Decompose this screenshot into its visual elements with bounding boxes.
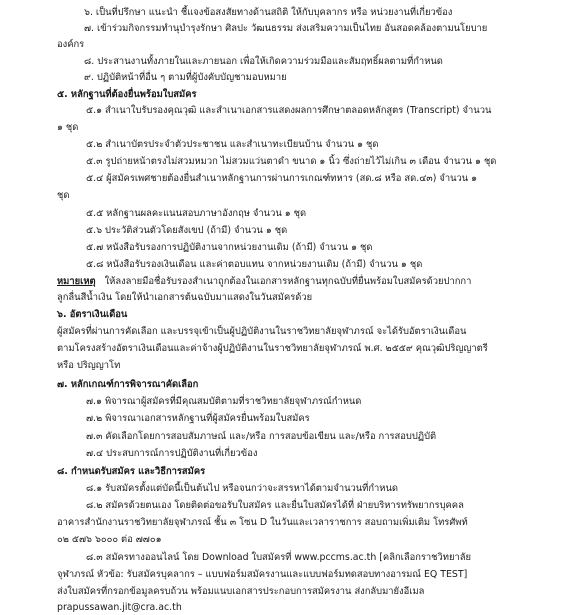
criteria-7-3: ๗.๓ คัดเลือกโดยการสอบสัมภาษณ์ และ/หรือ การสอบข้อเขียน และ/หรือ การสอบปฏิบัติ xyxy=(86,431,437,442)
criteria-7-2: ๗.๒ พิจารณาเอกสารหลักฐานที่ผู้สมัครยื่นพร้อมใบสมัคร xyxy=(86,413,310,424)
salary-text-1: ผู้สมัครที่ผ่านการคัดเลือก และบรรจุเข้าเป็นผู้ปฏิบัติงานในราชวิทยาลัยจุฬาภรณ์ จะได้รับอัตราเงินเดือน xyxy=(57,326,467,337)
apply-8-2-cont-1: อาคารสำนักงานราชวิทยาลัยจุฬาภรณ์ ชั้น ๓ โซน D ในวันและเวลาราชการ สอบถามเพิ่มเติม โทรศัพท์ xyxy=(57,517,468,528)
doc-item-5-6: ๕.๖ ประวัติส่วนตัวโดยสังเขป (ถ้ามี) จำนวน ๑ ชุด xyxy=(86,225,288,236)
note-text-cont: ลูกลื่นสีน้ำเงิน โดยให้นำเอกสารต้นฉบับมาแสดงในวันสมัครด้วย xyxy=(57,292,313,303)
section-5-heading: ๕. หลักฐานที่ต้องยื่นพร้อมใบสมัคร xyxy=(57,89,197,100)
doc-item-5-5: ๕.๕ หลักฐานผลคะแนนสอบภาษาอังกฤษ จำนวน ๑ ชุด xyxy=(86,208,307,219)
doc-item-5-1: ๕.๑ สำเนาใบรับรองคุณวุฒิ และสำเนาเอกสารแสดงผลการศึกษาตลอดหลักสูตร (Transcript) จำนวน xyxy=(86,105,492,116)
doc-item-5-8: ๕.๘ หนังสือรับรองเงินเดือน และค่าตอบแทน จากหน่วยงานเดิม (ถ้ามี) จำนวน ๑ ชุด xyxy=(86,259,423,270)
apply-8-3-cont-2: ส่งใบสมัครที่กรอกข้อมูลครบถ้วน พร้อมแนบเอกสารประกอบการสมัครงาน ส่งกลับมายังอีเมล xyxy=(57,586,425,597)
duty-item-9: ๙. ปฏิบัติหน้าที่อื่น ๆ ตามที่ผู้บังคับบัญชามอบหมาย xyxy=(84,72,287,83)
duty-item-6: ๖. เป็นที่ปรึกษา แนะนำ ชี้แจงข้อสงสัยทางด้านสถิติ ให้กับบุคลากร หรือ หน่วยงานที่เกี่ยวข้อง xyxy=(84,7,453,18)
doc-item-5-7: ๕.๗ หนังสือรับรองการปฏิบัติงานจากหน่วยงานเดิม (ถ้ามี) จำนวน ๑ ชุด xyxy=(86,242,373,253)
salary-text-3: หรือ ปริญญาโท xyxy=(57,360,121,371)
email-address: prapussawan.jit@cra.ac.th xyxy=(57,602,182,613)
criteria-7-4: ๗.๔ ประสบการณ์การปฏิบัติงานที่เกี่ยวข้อง xyxy=(86,448,258,459)
doc-item-5-4-cont: ชุด xyxy=(57,190,70,201)
doc-item-5-3: ๕.๓ รูปถ่ายหน้าตรงไม่สวมหมวก ไม่สวมแว่นตาดำ ขนาด ๑ นิ้ว ซึ่งถ่ายไว้ไม่เกิน ๓ เดือน จำนวน ๑ ชุด xyxy=(86,156,497,167)
duty-item-7: ๗. เข้าร่วมกิจกรรมทำนุบำรุงรักษา ศิลปะ วัฒนธรรม ส่งเสริมความเป็นไทย อันสอดคล้องตามนโยบาย xyxy=(84,23,488,34)
section-6-heading: ๖. อัตราเงินเดือน xyxy=(57,309,128,320)
apply-8-1: ๘.๑ รับสมัครตั้งแต่บัดนี้เป็นต้นไป หรือจนกว่าจะสรรหาได้ตามจำนวนที่กำหนด xyxy=(86,483,398,494)
doc-item-5-2: ๕.๒ สำเนาบัตรประจำตัวประชาชน และสำเนาทะเบียนบ้าน จำนวน ๑ ชุด xyxy=(86,139,379,150)
salary-text-2: ตามโครงสร้างอัตราเงินเดือนและค่าจ้างผู้ปฏิบัติงานในราชวิทยาลัยจุฬาภรณ์ พ.ศ. ๒๕๕๙ คุณวุฒิปริญญาตรี xyxy=(57,343,488,354)
duty-item-7-cont: องค์กร xyxy=(57,39,85,50)
apply-8-3: ๘.๓ สมัครทางออนไลน์ โดย Download ใบสมัครที่ www.pccms.ac.th [คลิกเลือกราชวิทยาลัย xyxy=(86,552,471,563)
duty-item-8: ๘. ประสานงานทั้งภายในและภายนอก เพื่อให้เกิดความร่วมมือและสัมฤทธิ์ผลตามที่กำหนด xyxy=(84,56,443,67)
section-7-heading: ๗. หลักเกณฑ์การพิจารณาคัดเลือก xyxy=(57,379,199,390)
apply-8-3-cont-1: จุฬาภรณ์ หัวข้อ: รับสมัครบุคลากร – แบบฟอร์มสมัครงานและแบบฟอร์มทดสอบทางอารมณ์ EQ TEST] xyxy=(57,569,468,580)
note-text: ให้ลงลายมือชื่อรับรองสำเนาถูกต้องในเอกสารหลักฐานทุกฉบับที่ยื่นพร้อมใบสมัครด้วยปากกา xyxy=(104,276,472,287)
note-line xyxy=(57,275,471,288)
section-8-heading: ๘. กำหนดรับสมัคร และวิธีการสมัคร xyxy=(57,466,206,477)
note-label: หมายเหตุ xyxy=(57,276,96,287)
doc-item-5-1-cont: ๑ ชุด xyxy=(57,122,79,133)
doc-item-5-4: ๕.๔ ผู้สมัครเพศชายต้องยื่นสำเนาหลักฐานการผ่านการเกณฑ์ทหาร (สด.๘ หรือ สด.๔๓) จำนวน ๑ xyxy=(86,173,478,184)
apply-8-2-cont-2: ๐๒ ๕๗๖ ๖๐๐๐ ต่อ ๗๗๐๑ xyxy=(57,534,162,545)
criteria-7-1: ๗.๑ พิจารณาผู้สมัครที่มีคุณสมบัติตามที่ราชวิทยาลัยจุฬาภรณ์กำหนด xyxy=(86,396,362,407)
apply-8-2: ๘.๒ สมัครด้วยตนเอง โดยติดต่อขอรับใบสมัคร และยื่นใบสมัครได้ที่ ฝ่ายบริหารทรัพยากรบุคคล xyxy=(86,500,464,511)
